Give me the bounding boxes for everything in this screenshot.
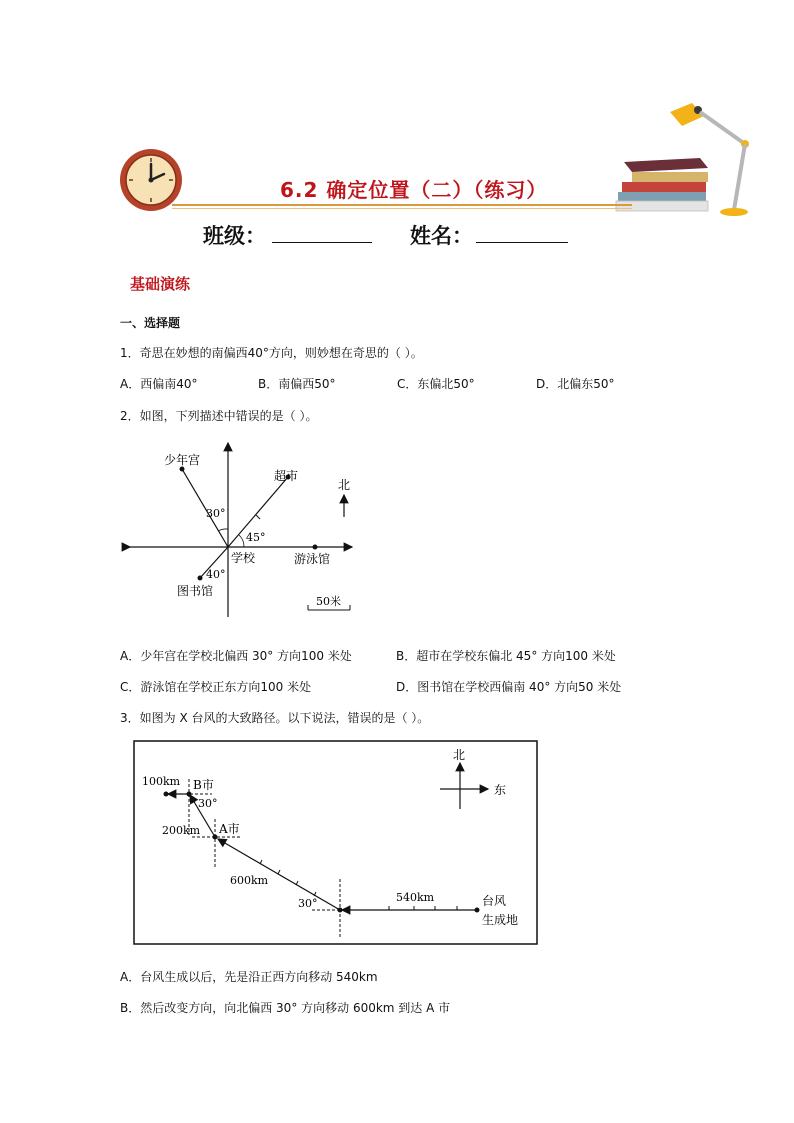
label-600km: 600km (230, 874, 269, 887)
title-underline-thin (172, 208, 632, 209)
figure-frame (134, 741, 537, 944)
label-angle-30-top: 30° (198, 797, 218, 810)
label-angle-30: 30° (206, 507, 226, 520)
question-1-option-c[interactable]: C．东偏北50° (397, 377, 475, 391)
question-1-option-b[interactable]: B．南偏西50° (258, 377, 336, 391)
label-scale: 50米 (316, 595, 341, 608)
part-title: 一、选择题 (120, 316, 181, 330)
label-angle-40: 40° (206, 568, 226, 581)
books-lamp-illustration (612, 98, 757, 218)
question-3-option-b[interactable]: B．然后改变方向，向北偏西 30° 方向移动 600km 到达 A 市 (120, 1001, 451, 1015)
label-city-b: B市 (193, 778, 214, 792)
name-label: 姓名： (410, 224, 473, 248)
class-label: 班级： (203, 224, 266, 248)
name-blank[interactable] (476, 242, 568, 243)
section-title: 基础演练 (130, 275, 191, 293)
label-angle-45: 45° (246, 531, 266, 544)
question-2-option-b[interactable]: B．超市在学校东偏北 45° 方向100 米处 (396, 649, 616, 663)
question-2-option-c[interactable]: C．游泳馆在学校正东方向100 米处 (120, 680, 312, 694)
page-title: 6.2 确定位置（二）（练习） (280, 178, 548, 202)
question-1-stem: 1．奇思在妙想的南偏西40°方向，则妙想在奇思的（ ）。 (120, 346, 423, 360)
question-1-option-a[interactable]: A．西偏南40° (120, 377, 198, 391)
label-200km: 200km (162, 824, 201, 837)
label-north: 北 (338, 478, 351, 492)
label-angle-30-bottom: 30° (298, 897, 318, 910)
question-2-option-d[interactable]: D．图书馆在学校西偏南 40° 方向50 米处 (396, 680, 622, 694)
label-school: 学校 (231, 551, 256, 565)
label-youth-palace: 少年宫 (164, 453, 201, 467)
label-library: 图书馆 (177, 584, 214, 598)
label-100km: 100km (142, 775, 181, 788)
label-typhoon: 台风 (482, 894, 507, 908)
label-north: 北 (453, 748, 466, 762)
label-city-a: A市 (219, 822, 240, 836)
question-3-stem: 3．如图为 X 台风的大致路径。以下说法，错误的是（ ）。 (120, 711, 430, 725)
label-origin: 生成地 (482, 913, 519, 927)
class-blank[interactable] (272, 242, 372, 243)
label-east: 东 (494, 783, 507, 797)
question-3-figure (132, 739, 540, 947)
label-540km: 540km (396, 891, 435, 904)
question-3-option-a[interactable]: A．台风生成以后，先是沿正西方向移动 540km (120, 970, 378, 984)
label-swimming-pool: 游泳馆 (294, 552, 331, 566)
title-underline (172, 204, 632, 206)
question-2-stem: 2．如图，下列描述中错误的是（ ）。 (120, 409, 318, 423)
label-supermarket: 超市 (274, 469, 299, 483)
question-1-option-d[interactable]: D．北偏东50° (536, 377, 615, 391)
question-2-option-a[interactable]: A．少年宫在学校北偏西 30° 方向100 米处 (120, 649, 352, 663)
question-2-figure (120, 435, 370, 620)
